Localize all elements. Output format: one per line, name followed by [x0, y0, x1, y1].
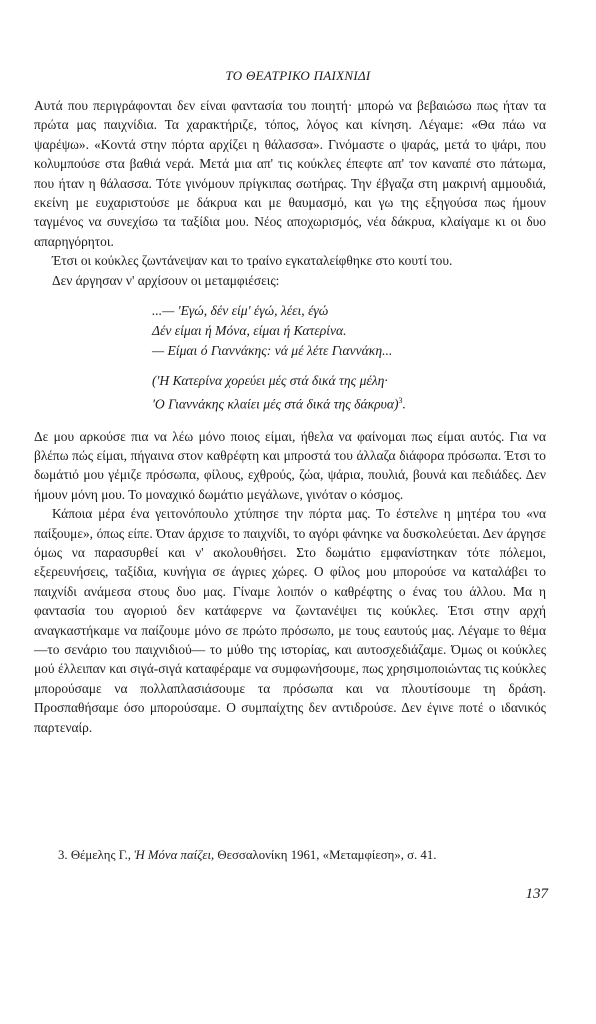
footnote-author: Θέμελης Γ.,	[70, 848, 131, 862]
poem-end-punct: .	[402, 396, 406, 412]
poem-line: ('Η Κατερίνα χορεύει μές στά δικά της μέλη·	[152, 373, 388, 389]
paragraph-2: Έτσι οι κούκλες ζωντάνεψαν και το τραίνο εγκαταλείφθηκε στο κουτί του.	[52, 253, 453, 269]
poem-line-with-note	[152, 391, 546, 415]
footnote-number: 3.	[58, 848, 68, 862]
footnote-mark: 3	[398, 396, 403, 406]
paragraph-3: Δεν άργησαν ν' αρχίσουν οι μεταμφιέσεις:	[52, 272, 280, 288]
main-text	[34, 96, 546, 737]
page-number: 137	[525, 886, 548, 902]
poem-line: — Είμαι ό Γιαννάκης: νά μέ λέτε Γιαννάκη...	[152, 343, 393, 359]
running-title: ΤΟ ΘΕΑΤΡΙΚΟ ΠΑΙΧΝΙΔΙ	[225, 68, 371, 83]
poem-line: Δέν είμαι ή Μόνα, είμαι ή Κατερίνα.	[152, 323, 347, 339]
poem-quote	[152, 301, 546, 415]
paragraph-4: Δε μου αρκούσε πια να λέω μόνο ποιος είμαι, ήθελα να φαίνομαι πως είμαι αυτός. Για να βλέπω πώς είμαι, πήγαινα στον καθρέφτη και μπροστά του άλλαζα διάφορα πρόσωπα. Έτσι το δωμάτιό μου γέμιζε πρόσωπα, φίλους, εχθρούς, ζώα, ψάρια, πουλιά, βουνά και πεδιάδες. Δεν ήμουν μόνη μου. Το μοναχικό δωμάτιο μεγάλωνε, γινόταν ο κόσμος.	[34, 428, 546, 502]
footnote-rest: Θεσσαλονίκη 1961, «Μεταμφίεση», σ. 41.	[217, 848, 437, 862]
paragraph-1: Αυτά που περιγράφονται δεν είναι φαντασία του ποιητή· μπορώ να βεβαιώσω πως ήταν τα πρώτα μας παιχνίδια. Τα χαρακτήριζε, τόπος, λόγος και κίνηση. Λέγαμε: «Θα πάω να ψαρέψω». «Κοντά στην πόρτα αρχίζει η θάλασσα». Γινόμαστε ο ψαράς, μετά το ψάρι, που κολυμπούσε στα βαθιά νερά. Μετά μια απ' τις κούκλες έπεφτε απ' τον καναπέ στο πάτωμα, που ήταν η θάλασσα. Τότε γινόμουν πρίγκιπας σωτήρας. Την έβγαζα στη μακρινή αμμουδιά, εκείνη με ευχαριστούσε με δάκρυα και με θαυμασμό, και γω της εξηγούσα πως ήμουν ταγμένος να συνεχίσω τα ταξίδια μου. Νέος αποχωρισμός, νέα δάκρυα, κλαίγαμε κι οι δυο απαρηγόρητοι.	[34, 98, 546, 249]
footnote-title: Ἡ Μόνα παίζει,	[134, 848, 215, 862]
poem-line: ...— 'Εγώ, δέν είμ' έγώ, λέει, έγώ	[152, 303, 329, 319]
footnote	[58, 848, 548, 863]
paragraph-5: Κάποια μέρα ένα γειτονόπουλο χτύπησε την πόρτα μας. Το έστελνε η μητέρα του «να παίξουμε», όπως είπε. Όταν άρχισε το παιχνίδι, το αγόρι φάνηκε να δυσκολεύεται. Δεν άργησε όμως να παρασυρθεί και ν' ακολουθήσει. Στο δωμάτιο εμφανίστηκαν τότε πόλεμοι, εξερευνήσεις, ταξίδια, κυνήγια σε άγριες χώρες. Ο φίλος μου μπορούσε να καταλάβει το παιχνίδι ανάμεσα στους δυο μας. Γίναμε λοιπόν ο καθρέφτης ο ένας του άλλου. Μα η φαντασία του αγοριού δεν κατάφερνε να ζωντανέψει τις κούκλες. Έτσι στην αρχή αναγκαστήκαμε να παίζουμε μόνο σε πρώτο πρόσωπο, με τους εαυτούς μας. Λέγαμε το θέμα —το σενάριο του παιχνιδιού— το μύθο της ιστορίας, και αυτοσχεδιάζαμε. Όμως οι κούκλες μού έλλειπαν και σιγά-σιγά καταφέραμε να συμφωνήσουμε, πως χρησιμοποιώντας τις κούκλες μπορούσαμε να πολλαπλασιάσουμε τα πρόσωπα και να πλουτίσουμε τη δράση. Προσπαθήσαμε όσο μπορούσαμε. Ο συμπαίχτης δεν αντιδρούσε. Δεν έγινε ποτέ ο ιδανικός παρτεναίρ.	[34, 506, 546, 735]
poem-line: 'Ο Γιαννάκης κλαίει μές στά δικά της δάκρυα)	[152, 396, 399, 412]
